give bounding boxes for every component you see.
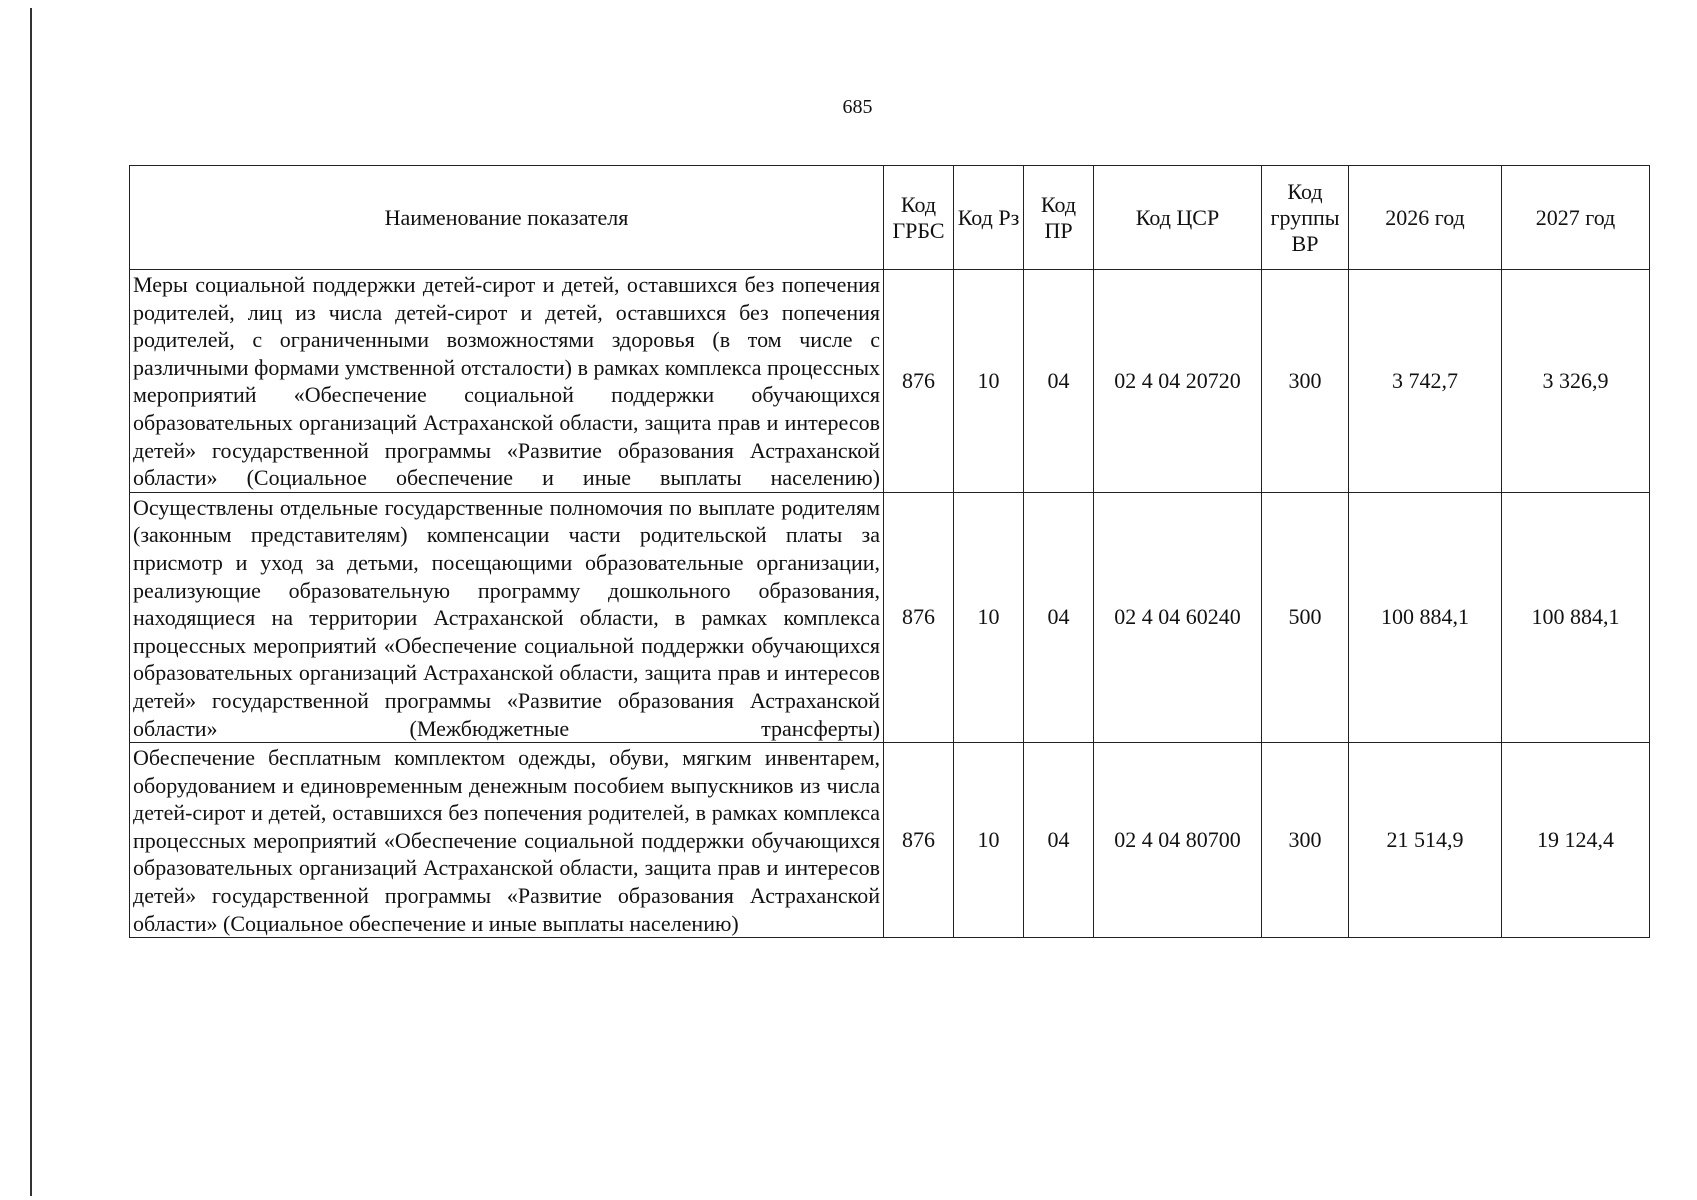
binding-margin-line [30, 8, 32, 1196]
row-2026: 100 884,1 [1349, 492, 1502, 742]
table-row [130, 270, 1650, 493]
row-csr: 02 4 04 80700 [1094, 743, 1262, 938]
header-pr: Код ПР [1024, 166, 1094, 270]
row-grbs: 876 [884, 492, 954, 742]
row-rz: 10 [954, 492, 1024, 742]
table-header-row [130, 166, 1650, 270]
header-2026: 2026 год [1349, 166, 1502, 270]
header-vr: Код группы ВР [1262, 166, 1349, 270]
row-vr: 300 [1262, 270, 1349, 493]
header-csr: Код ЦСР [1094, 166, 1262, 270]
header-2027: 2027 год [1502, 166, 1650, 270]
row-vr: 500 [1262, 492, 1349, 742]
row-pr: 04 [1024, 743, 1094, 938]
budget-table [129, 165, 1650, 938]
row-2027: 19 124,4 [1502, 743, 1650, 938]
table-row [130, 743, 1650, 938]
row-2026: 3 742,7 [1349, 270, 1502, 493]
row-grbs: 876 [884, 270, 954, 493]
row-rz: 10 [954, 270, 1024, 493]
header-rz: Код Рз [954, 166, 1024, 270]
row-2027: 100 884,1 [1502, 492, 1650, 742]
row-vr: 300 [1262, 743, 1349, 938]
row-grbs: 876 [884, 743, 954, 938]
row-2027: 3 326,9 [1502, 270, 1650, 493]
row-rz: 10 [954, 743, 1024, 938]
row-name: Осуществлены отдельные государственные полномочия по выплате родителям (законным представителям) компенсации части родительской платы за присмотр и уход за детьми, посещающими образовательные организации, реализующие образовательную программу дошкольного образования, находящиеся на территории Астраханской области, в рамках комплекса процессных мероприятий «Обеспечение социальной поддержки обучающихся образовательных организаций Астраханской области, защита прав и интересов детей» государственной программы «Развитие образования Астраханской области» (Межбюджетные трансферты) [130, 492, 884, 742]
row-pr: 04 [1024, 270, 1094, 493]
header-grbs: Код ГРБС [884, 166, 954, 270]
row-pr: 04 [1024, 492, 1094, 742]
page-number: 685 [842, 96, 873, 118]
row-csr: 02 4 04 20720 [1094, 270, 1262, 493]
row-csr: 02 4 04 60240 [1094, 492, 1262, 742]
table-row [130, 492, 1650, 742]
row-name: Обеспечение бесплатным комплектом одежды, обуви, мягким инвентарем, оборудованием и единовременным денежным пособием выпускников из числа детей-сирот и детей, оставшихся без попечения родителей, в рамках комплекса процессных мероприятий «Обеспечение социальной поддержки обучающихся образовательных организаций Астраханской области, защита прав и интересов детей» государственной программы «Развитие образования Астраханской области» (Социальное обеспечение и иные выплаты населению) [130, 743, 884, 938]
row-name: Меры социальной поддержки детей-сирот и детей, оставшихся без попечения родителей, лиц из числа детей-сирот и детей, оставшихся без попечения родителей, с ограниченными возможностями здоровья (в том числе с различными формами умственной отсталости) в рамках комплекса процессных мероприятий «Обеспечение социальной поддержки обучающихся образовательных организаций Астраханской области, защита прав и интересов детей» государственной программы «Развитие образования Астраханской области» (Социальное обеспечение и иные выплаты населению) [130, 270, 884, 493]
header-name: Наименование показателя [130, 166, 884, 270]
row-2026: 21 514,9 [1349, 743, 1502, 938]
